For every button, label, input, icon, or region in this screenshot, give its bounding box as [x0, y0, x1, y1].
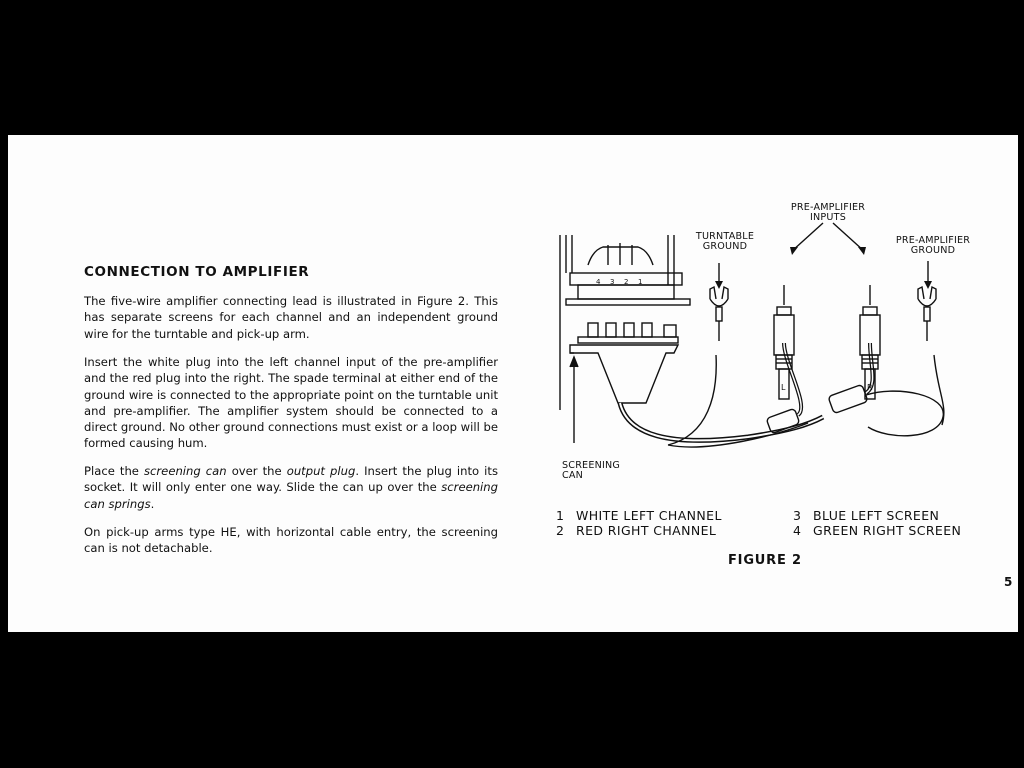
paragraph-pickup-arms: On pick-up arms type HE, with horizontal cable entry, the screening can is not detachable.	[84, 525, 498, 556]
plug-label-r: R	[867, 383, 873, 392]
label-screening-can: SCREENING CAN	[562, 460, 620, 481]
pin-label-3: 3	[610, 278, 615, 286]
section-heading: CONNECTION TO AMPLIFIER	[84, 264, 310, 280]
page-number: 5	[1004, 575, 1013, 589]
connection-lead-diagram	[548, 195, 988, 485]
paragraph-lead-description: The five-wire amplifier connecting lead is illustrated in Figure 2. This has separate screens for each channel and an independent ground wire for the turntable and pick-up arm.	[84, 294, 498, 341]
legend-item: 3 BLUE LEFT SCREEN	[793, 508, 940, 523]
pin-label-2: 2	[624, 278, 629, 286]
paragraph-screening-can: Place the screening can over the output plug. Insert the plug into its socket. It will only enter one way. Slide the can up over the screening can springs.	[84, 464, 498, 511]
figure-caption: FIGURE 2	[728, 553, 802, 568]
label-pre-amplifier-inputs: PRE-AMPLIFIER INPUTS	[790, 202, 866, 223]
legend-item: 4 GREEN RIGHT SCREEN	[793, 523, 962, 538]
paragraph-plug-instructions: Insert the white plug into the left channel input of the pre-amplifier and the red plug into the right. The spade terminal at either end of the ground wire is connected to the appropriate point on the turntable unit and pre-amplifier. The amplifier system should be connected to a direct ground. No other ground connections must exist or a loop will be formed causing hum.	[84, 355, 498, 451]
term-screening-can-springs: screening can springs	[84, 480, 498, 511]
pin-label-1: 1	[638, 278, 643, 286]
legend-item: 2 RED RIGHT CHANNEL	[556, 523, 717, 538]
legend-item: 1 WHITE LEFT CHANNEL	[556, 508, 722, 523]
manual-page	[8, 135, 1018, 632]
term-screening-can: screening can	[144, 464, 227, 478]
label-pre-amplifier-ground: PRE-AMPLIFIER GROUND	[895, 235, 971, 256]
label-turntable-ground: TURNTABLE GROUND	[695, 231, 755, 252]
term-output-plug: output plug	[286, 464, 356, 478]
plug-label-l: L	[781, 383, 786, 392]
pin-label-4: 4	[596, 278, 601, 286]
